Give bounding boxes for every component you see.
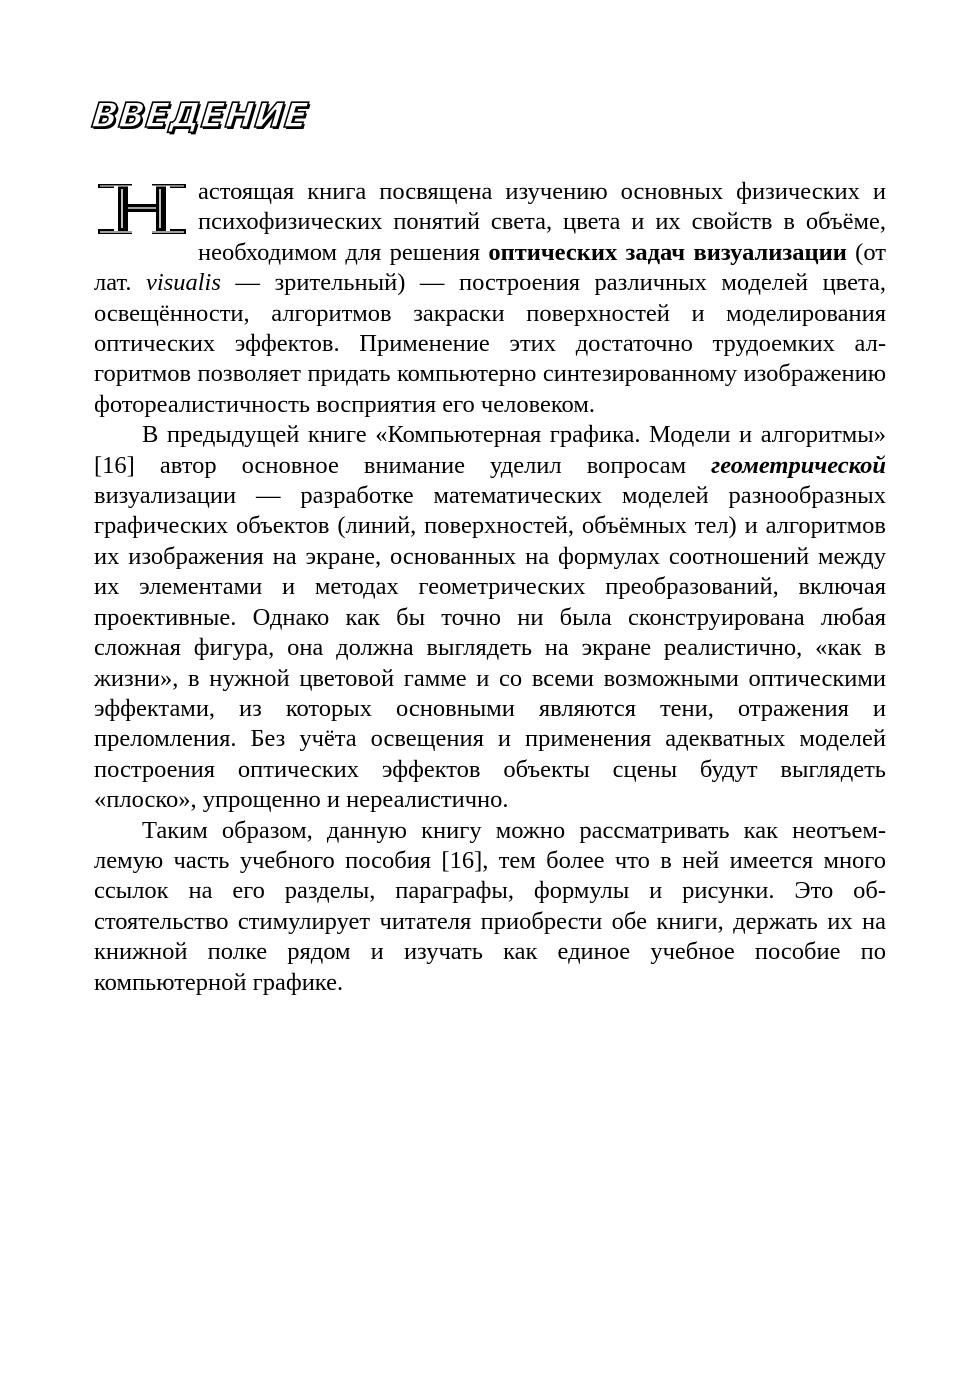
drop-cap-letter-icon — [94, 181, 190, 238]
bold-italic-term: геометрической — [711, 451, 886, 479]
latin-term: visualis — [146, 269, 221, 297]
chapter-heading: ВВЕДЕНИЕ — [89, 96, 311, 136]
bold-term: оптических задач визуализации — [488, 238, 847, 266]
paragraph-3: Таким образом, данную книгу можно рассматривать как неотъемлемую часть учебного пособия [16], тем более что в ней имеется много ссылок на его разделы, параграфы, формулы и рисунки. Это обстоятельство стимулирует читателя приобрести обе книги, держать их на книжной полке рядом и изучать как единое учебное пособие по компьютерной графике. — [94, 816, 886, 996]
paragraph-1: астоящая книга посвящена изучению основных физических и психофизических понятий света, цвета и их свойств в объёме, необходимом для решения оптических задач визуализации (от лат. visualis — зрительный) — построения различных моделей цвета, освещённости, алгоритмов закраски поверхностей и моделирования оптических эффектов. Применение этих достаточно трудоемких алгоритмов позволяет придать компьютерно синтезированному изображению фотореалистичность восприятия его человеком. — [94, 178, 886, 418]
paragraph-2: В предыдущей книге «Компьютерная графика. Модели и алгоритмы» [16] автор основное внимание уделил вопросам геометрической визуализации — разработке математических моделей разнообразных графических объектов (линий, поверхностей, объёмных тел) и алгоритмов их изображения на экране, основанных на формулах соотношений между их элементами и методах геометрических преобразований, включая проективные. Однако как бы точно ни была сконструирована любая сложная фигура, она должна выглядеть на экране реалистично, «как в жизни», в нужной цветовой гамме и со всеми возможными оптическими эффектами, из которых основными являются тени, отражения и преломления. Без учёта освещения и применения адекватных моделей построения оптических эффектов объекты сцены будут выглядеть «плоско», упрощенно и нереалистично. — [94, 421, 886, 814]
body-text — [94, 177, 886, 998]
drop-cap — [94, 181, 190, 238]
